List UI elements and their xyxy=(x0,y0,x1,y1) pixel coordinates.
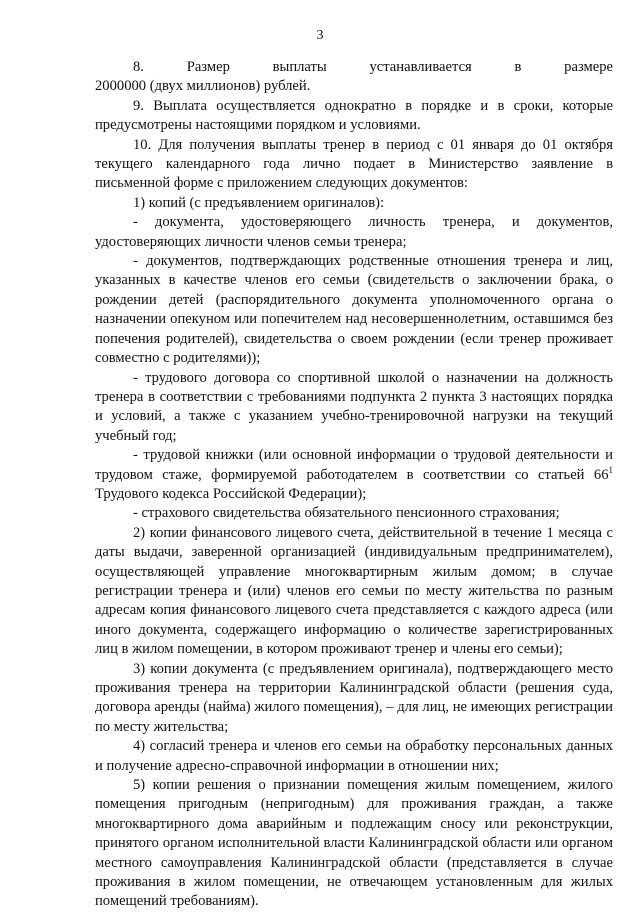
subitem-1-identity-docs: - документа, удостоверяющего личность тренера, и документов, удостоверяющих личности членов семьи тренера; xyxy=(95,214,613,250)
subitem-1: 1) копий (с предъявлением оригиналов): xyxy=(133,194,385,211)
subitem-3: 3) копии документа (с предъявлением оригинала), подтверждающего место проживания тренера на территории Калининградской области (решения суда, договора аренды (найма) жилого помещения), – для лиц, не имеющих регистрации по месту жительства; xyxy=(95,660,613,735)
subitem-1-employment-contract: - трудового договора со спортивной школой о назначении на должность тренера в соответствии с требованиями подпункта 2 пункта 3 настоящих порядка и условий, а также с указанием учебно-тренировочной нагрузки на текущий учебный год; xyxy=(95,369,613,444)
paragraph-9: 9. Выплата осуществляется однократно в порядке и в сроки, которые предусмотрены настоящими порядком и условиями. xyxy=(95,97,613,134)
paragraph-10: 10. Для получения выплаты тренер в период с 01 января до 01 октября текущего календарного года лично подает в Министерство заявление в письменной форме с приложением следующих документов: xyxy=(95,136,613,192)
paragraph-8-line-1: 8. Размер выплаты устанавливается в размере xyxy=(133,59,613,75)
article-superscript: 1 xyxy=(608,464,613,475)
subitem-1-pension-certificate: - страхового свидетельства обязательного пенсионного страхования; xyxy=(133,505,560,522)
work-record-text-end: Трудового кодекса Российской Федерации); xyxy=(95,485,367,502)
subitem-4: 4) согласий тренера и членов его семьи на обработку персональных данных и получение адресно-справочной информации в отношении них; xyxy=(95,738,613,774)
subitem-2: 2) копии финансового лицевого счета, действительной в течение 1 месяца с даты выдачи, заверенной организацией (индивидуальным предпринимателем), осуществляющей управление многоквартирным жилым домом; в случае регистрации тренера и (или) членов его семьи по месту жительства по разным адресам копия финансового лицевого счета представляется с каждого адреса (или иного документа, содержащего информацию о количестве зарегистрированных лиц в жилом помещении, в котором проживают тренер и члены его семьи); xyxy=(95,524,613,658)
subitem-1-kinship-docs: - документов, подтверждающих родственные отношения тренера и лиц, указанных в качестве членов его семьи (свидетельств о заключении брака, о рождении детей (распорядительного документа уполномоченного органа о назначении опекуном или попечителем над несовершеннолетним, оставшимся без попечения родителей), свидетельства о своем рождении (если тренер проживает совместно с родителями)); xyxy=(95,253,613,367)
paragraph-8-line-2: 2000000 (двух миллионов) рублей. xyxy=(95,78,311,95)
subitem-1-work-record xyxy=(95,446,613,504)
page-number: 3 xyxy=(316,28,324,43)
document-body xyxy=(95,58,613,912)
subitem-5: 5) копии решения о признании помещения жилым помещением, жилого помещения пригодным (непригодным) для проживания граждан, а также многоквартирного дома аварийным и подлежащим сносу или реконструкции, принятого органом исполнительной власти Калининградской области или органом местного самоуправления Калининградской области (представляется в случае проживания в жилом помещении, не отвечающем установленным для жилых помещений требованиям). xyxy=(95,777,613,910)
work-record-text: - трудовой книжки (или основной информации о трудовой деятельности и трудовом стаже, формируемой работодателем в соответствии со статьей 66 xyxy=(95,447,613,483)
